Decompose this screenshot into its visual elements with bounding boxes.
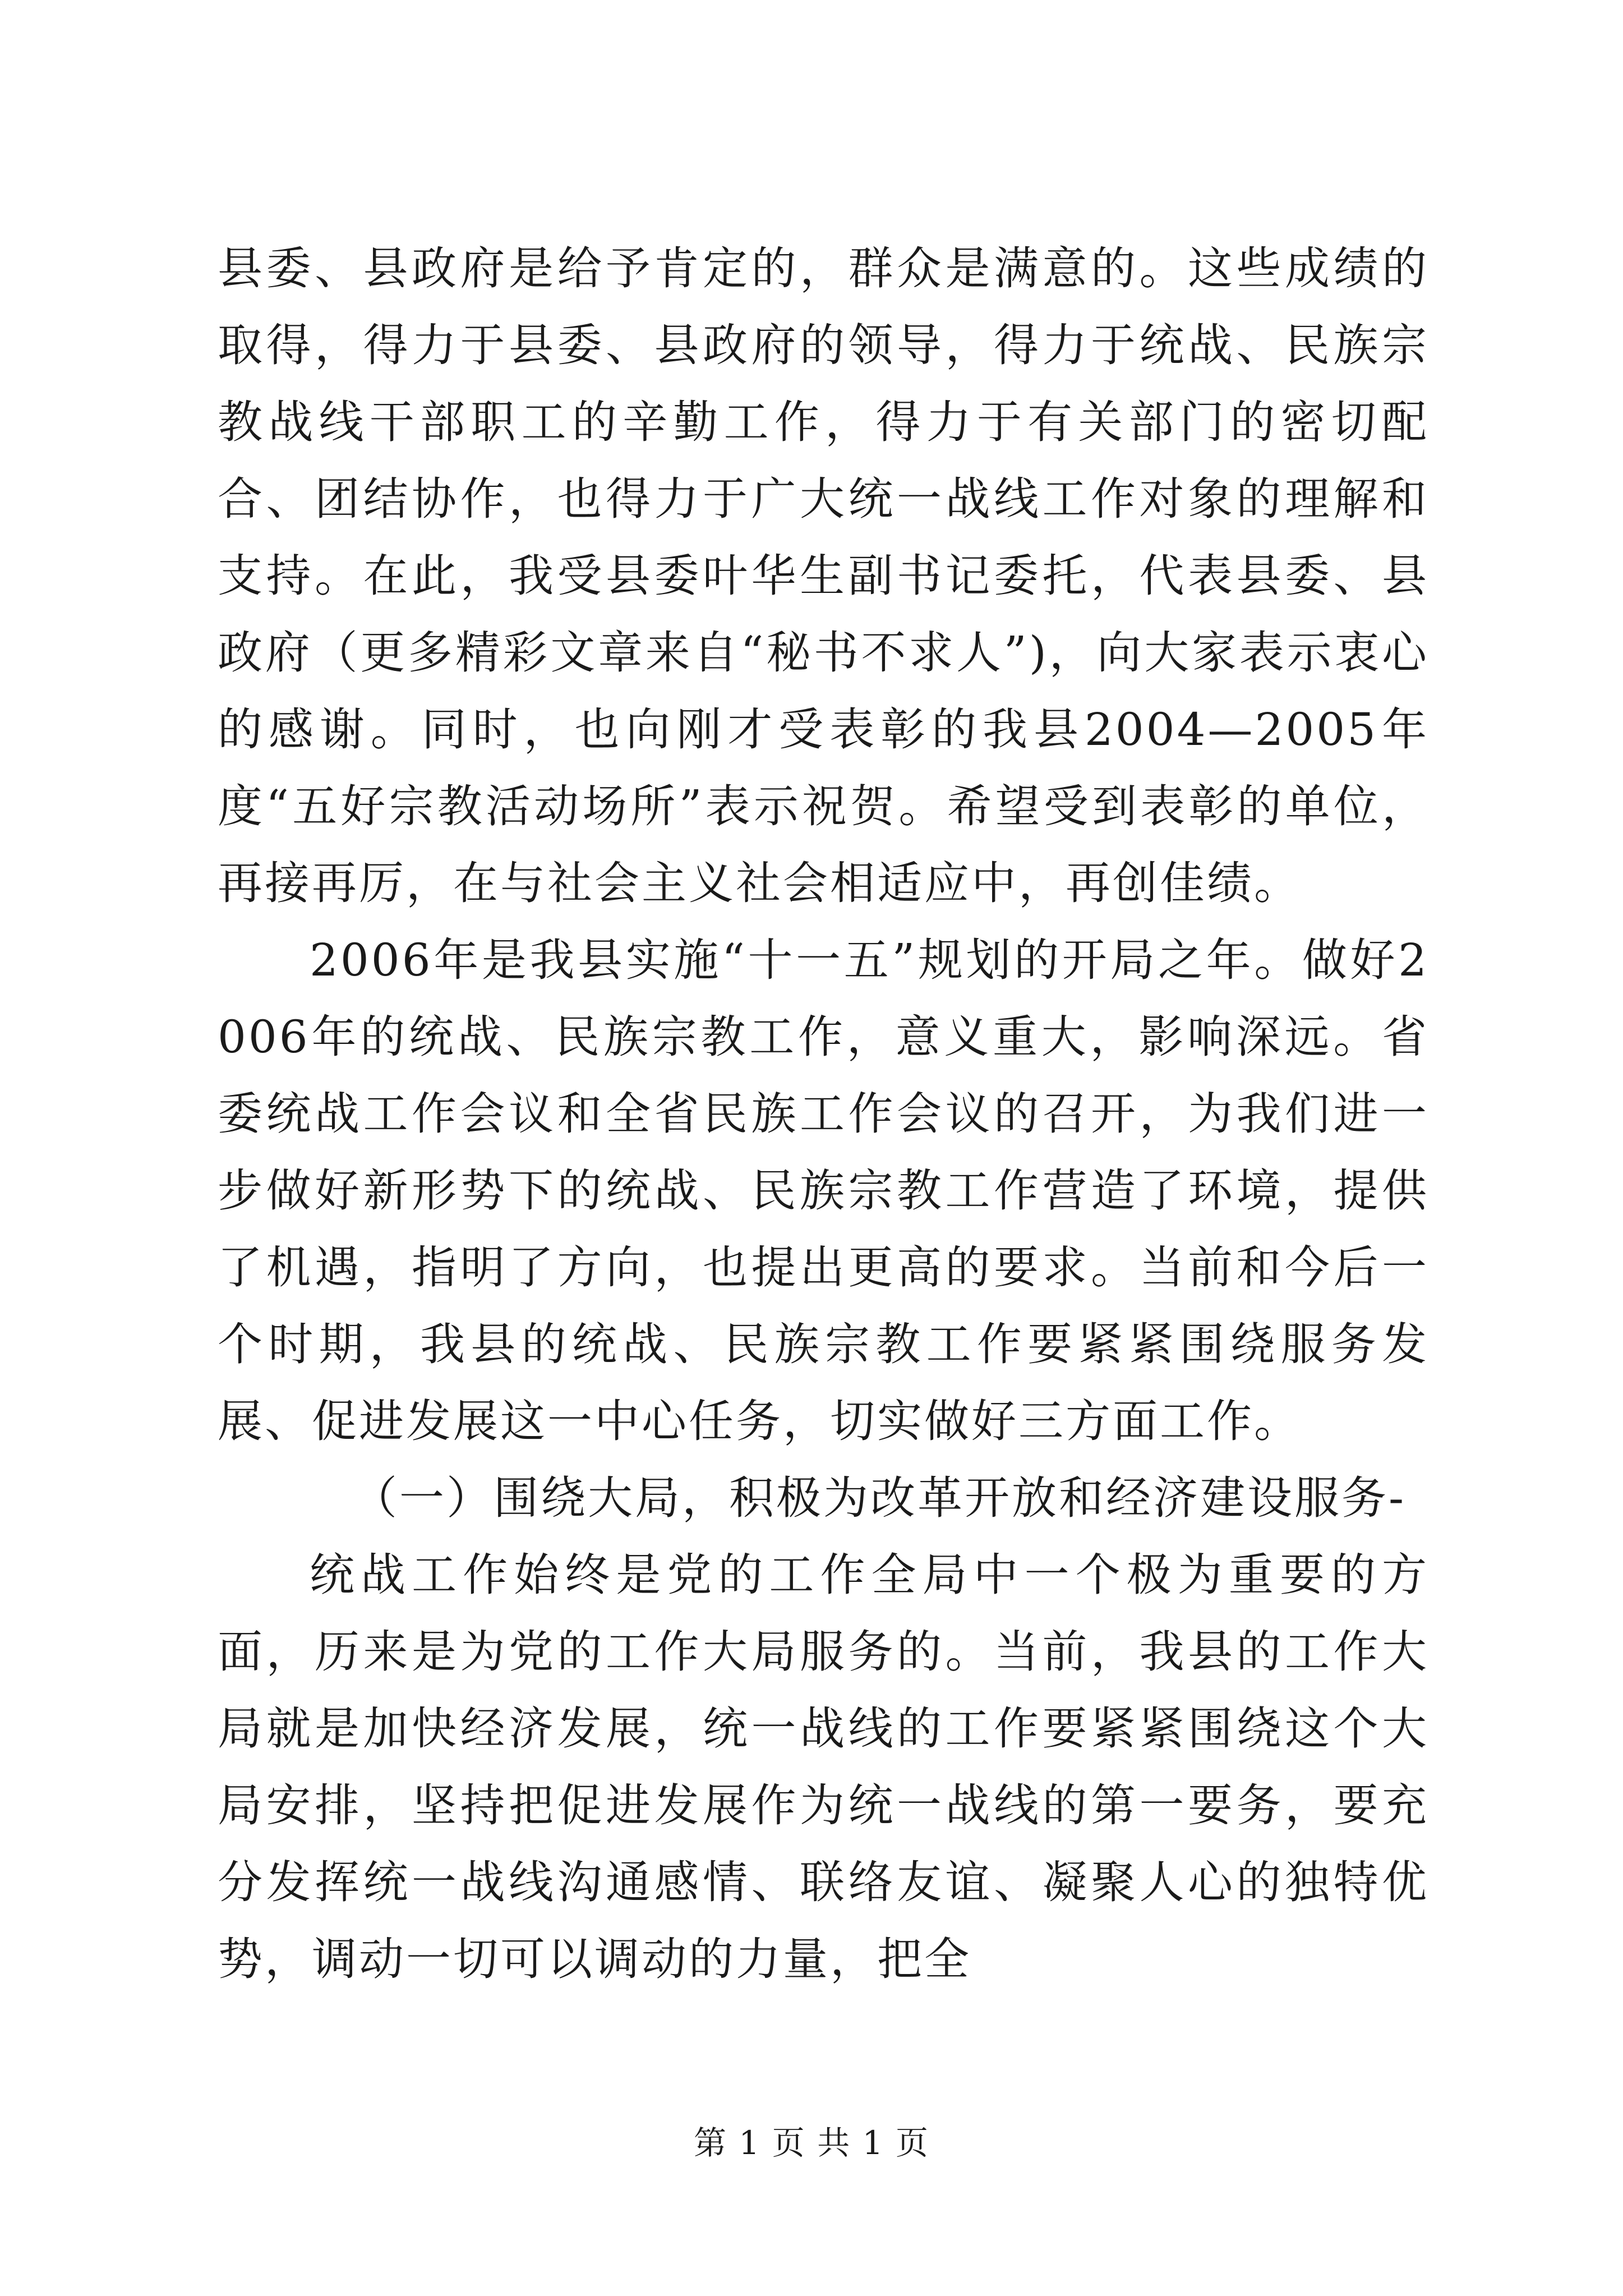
document-body [218,230,1429,1998]
paragraph-plan-2006: 2006年是我县实施“十一五”规划的开局之年。做好2006年的统战、民族宗教工作，意义重大，影响深远。省委统战工作会议和全省民族工作会议的召开，为我们进一步做好新形势下的统战、民族宗教工作营造了环境，提供了机遇，指明了方向，也提出更高的要求。当前和今后一个时期，我县的统战、民族宗教工作要紧紧围绕服务发展、促进发展这一中心任务，切实做好三方面工作。 [218,934,1429,1447]
page-footer: 第 1 页 共 1 页 [694,2124,929,2162]
paragraph-united-front: 统战工作始终是党的工作全局中一个极为重要的方面，历来是为党的工作大局服务的。当前，我县的工作大局就是加快经济发展，统一战线的工作要紧紧围绕这个大局安排，坚持把促进发展作为统一战线的第一要务，要充分发挥统一战线沟通感情、联络友谊、凝聚人心的独特优势，调动一切可以调动的力量，把全 [218,1549,1429,1985]
paragraph-continuation: 县委、县政府是给予肯定的，群众是满意的。这些成绩的取得，得力于县委、县政府的领导，得力于统战、民族宗教战线干部职工的辛勤工作，得力于有关部门的密切配合、团结协作，也得力于广大统一战线工作对象的理解和支持。在此，我受县委叶华生副书记委托，代表县委、县政府（更多精彩文章来自“秘书不求人”)，向大家表示衷心的感谢。同时，也向刚才受表彰的我县2004—2005年度“五好宗教活动场所”表示祝贺。希望受到表彰的单位，再接再厉，在与社会主义社会相适应中，再创佳绩。 [218,242,1429,909]
section-heading-1: （一）围绕大局，积极为改革开放和经济建设服务- [352,1472,1407,1524]
